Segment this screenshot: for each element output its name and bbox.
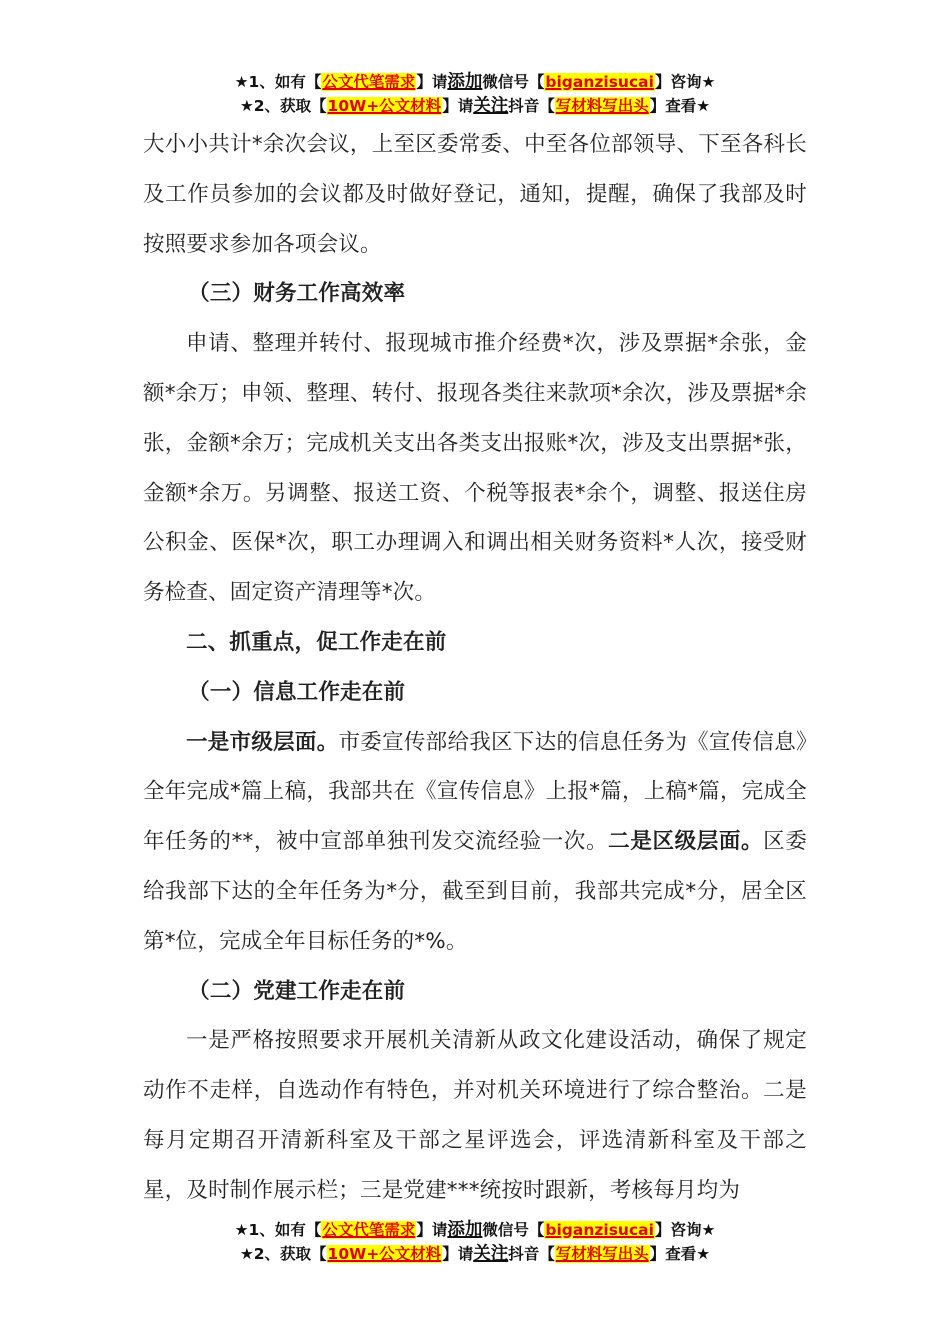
section-heading: （二）党建工作走在前 [188,978,406,1004]
banner-text: 】咨询★ [654,73,716,91]
banner-highlight: biganzisucai [545,73,654,91]
header-banner [0,70,950,118]
lead-phrase: 二是区级层面。 [608,829,764,855]
document-body [143,120,807,1216]
banner-line-2 [0,94,950,118]
banner-text: ★2、获取【 [239,97,327,115]
banner-emphasis: 关注 [473,96,509,116]
paragraph-text: 市委宣传部给我区下达的信息任务为《宣传信息》全年完成*篇上稿，我部共在《宣传信息》上报*篇，上稿*篇，完成全年任务的**，被中宣部单独刊发交流经验一次。 [143,729,807,855]
banner-highlight: 10W+公文材料 [327,97,442,115]
banner-text: 】查看★ [649,1245,711,1263]
banner-text: 微信号【 [482,1221,545,1239]
banner-highlight: 写材料写出头 [555,97,649,115]
banner-text: 】请 [442,1245,474,1263]
banner-text: 抖音【 [508,1245,555,1263]
paragraph-text: 区委给我部下达的全年任务为*分，截至到目前，我部共完成*分，居全区第*位，完成全年目标任务的*%。 [143,829,808,954]
banner-highlight: 公文代笔需求 [322,73,416,91]
banner-highlight: biganzisucai [545,1221,654,1239]
footer-banner [0,1218,950,1266]
banner-text: 抖音【 [508,97,555,115]
banner-highlight: 公文代笔需求 [322,1221,416,1239]
banner-text: 】请 [416,73,448,91]
paragraph: 一是严格按照要求开展机关清新从政文化建设活动，确保了规定动作不走样，自选动作有特色，并对机关环境进行了综合整治。二是每月定期召开清新科室及干部之星评选会，评选清新科室及干部之星，及时制作展示栏；三是党建***统按时跟新，考核每月均为 [143,1028,807,1203]
banner-emphasis: 添加 [447,72,483,92]
banner-text: ★1、如有【 [234,1221,322,1239]
banner-text: 】咨询★ [654,1221,716,1239]
banner-line-1 [0,70,950,94]
banner-text: ★1、如有【 [234,73,322,91]
paragraph: 大小小共计*余次会议，上至区委常委、中至各位部领导、下至各科长及工作员参加的会议都及时做好登记，通知，提醒，确保了我部及时按照要求参加各项会议。 [143,132,807,257]
banner-text: ★2、获取【 [239,1245,327,1263]
lead-phrase: 一是市级层面。 [186,729,339,755]
banner-text: 微信号【 [482,73,545,91]
banner-line-1 [0,1218,950,1242]
banner-text: 】请 [442,97,474,115]
section-heading: （三）财务工作高效率 [188,281,406,307]
banner-highlight: 10W+公文材料 [327,1245,442,1263]
banner-highlight: 写材料写出头 [555,1245,649,1263]
section-heading: （一）信息工作走在前 [188,679,406,705]
banner-emphasis: 添加 [447,1220,483,1240]
banner-emphasis: 关注 [473,1244,509,1264]
banner-text: 】查看★ [649,97,711,115]
paragraph: 申请、整理并转付、报现城市推介经费*次，涉及票据*余张，金额*余万；申领、整理、转付、报现各类往来款项*余次，涉及票据*余张，金额*余万；完成机关支出各类支出报账*次，涉及支出票据*张，金额*余万。另调整、报送工资、个税等报表*余个，调整、报送住房公积金、医保*次，职工办理调入和调出相关财务资料*人次，接受财务检查、固定资产清理等*次。 [143,331,807,606]
section-heading: 二、抓重点，促工作走在前 [186,629,447,655]
paragraph [143,718,807,967]
banner-text: 】请 [416,1221,448,1239]
banner-line-2 [0,1242,950,1266]
